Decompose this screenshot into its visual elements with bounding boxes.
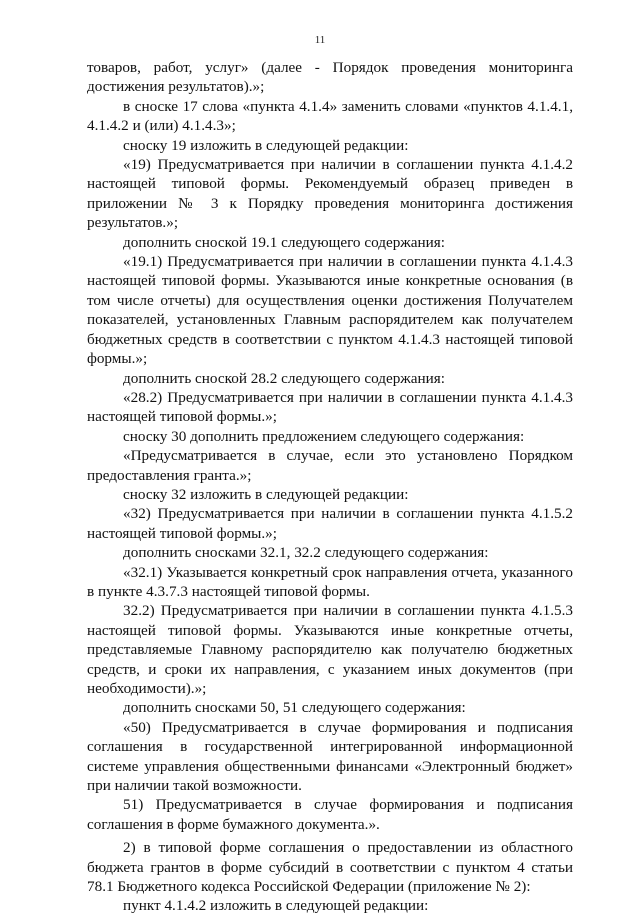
paragraph-17: «50) Предусматривается в случае формирования и подписания соглашения в государственной интегрированной информационной системе управления общественными финансами «Электронный бюджет» при наличии такой возможности. — [87, 718, 573, 795]
paragraph-12: «32) Предусматривается при наличии в соглашении пункта 4.1.5.2 настоящей типовой формы.»; — [87, 505, 573, 542]
paragraph-1: товаров, работ, услуг» (далее - Порядок проведения мониторинга достижения результатов).»; — [87, 59, 573, 96]
paragraph-16: дополнить сносками 50, 51 следующего содержания: — [123, 699, 466, 717]
page-number: 11 — [314, 34, 326, 46]
paragraph-2: в сноске 17 слова «пункта 4.1.4» заменить словами «пунктов 4.1.4.1, 4.1.4.2 и (или) 4.1.4.3»; — [87, 97, 573, 135]
paragraph-7: дополнить сноской 28.2 следующего содержания: — [123, 369, 445, 387]
paragraph-13: дополнить сносками 32.1, 32.2 следующего содержания: — [123, 544, 489, 562]
paragraph-11: сноску 32 изложить в следующей редакции: — [123, 485, 409, 503]
paragraph-14: «32.1) Указывается конкретный срок направления отчета, указанного в пункте 4.3.7.3 настоящей типовой формы. — [87, 563, 573, 600]
document-body — [87, 58, 573, 916]
paragraph-10: «Предусматривается в случае, если это установлено Порядком предоставления гранта.»; — [87, 447, 573, 484]
paragraph-6: «19.1) Предусматривается при наличии в соглашении пункта 4.1.4.3 настоящей типовой формы. Указываются иные конкретные основания (в том числе отчеты) для осуществления оценки достижения Получателем показателей, установленных Главным распорядителем как получателем бюджетных средств в соответствии с пунктом 4.1.4.3 настоящей типовой формы.»; — [87, 253, 573, 368]
paragraph-9: сноску 30 дополнить предложением следующего содержания: — [123, 427, 525, 445]
paragraph-3: сноску 19 изложить в следующей редакции: — [123, 136, 409, 154]
paragraph-20: пункт 4.1.4.2 изложить в следующей редакции: — [123, 897, 429, 915]
paragraph-15: 32.2) Предусматривается при наличии в соглашении пункта 4.1.5.3 настоящей типовой формы. Указываются иные конкретные отчеты, представляемые Главному распорядителю как получателю бюджетных средств, и сроки их направления, с указанием иных документов (при необходимости).»; — [87, 602, 573, 697]
paragraph-4: «19) Предусматривается при наличии в соглашении пункта 4.1.4.2 настоящей типовой формы. Рекомендуемый образец приведен в приложении № 3 к Порядку проведения мониторинга достижения результатов.»; — [87, 156, 573, 232]
paragraph-8: «28.2) Предусматривается при наличии в соглашении пункта 4.1.4.3 настоящей типовой формы.»; — [87, 388, 573, 426]
paragraph-5: дополнить сноской 19.1 следующего содержания: — [123, 233, 445, 251]
paragraph-18: 51) Предусматривается в случае формирования и подписания соглашения в форме бумажного документа.». — [87, 796, 573, 833]
paragraph-19: 2) в типовой форме соглашения о предоставлении из областного бюджета грантов в форме субсидий в соответствии с пунктом 4 статьи 78.1 Бюджетного кодекса Российской Федерации (приложение № 2): — [87, 839, 573, 896]
